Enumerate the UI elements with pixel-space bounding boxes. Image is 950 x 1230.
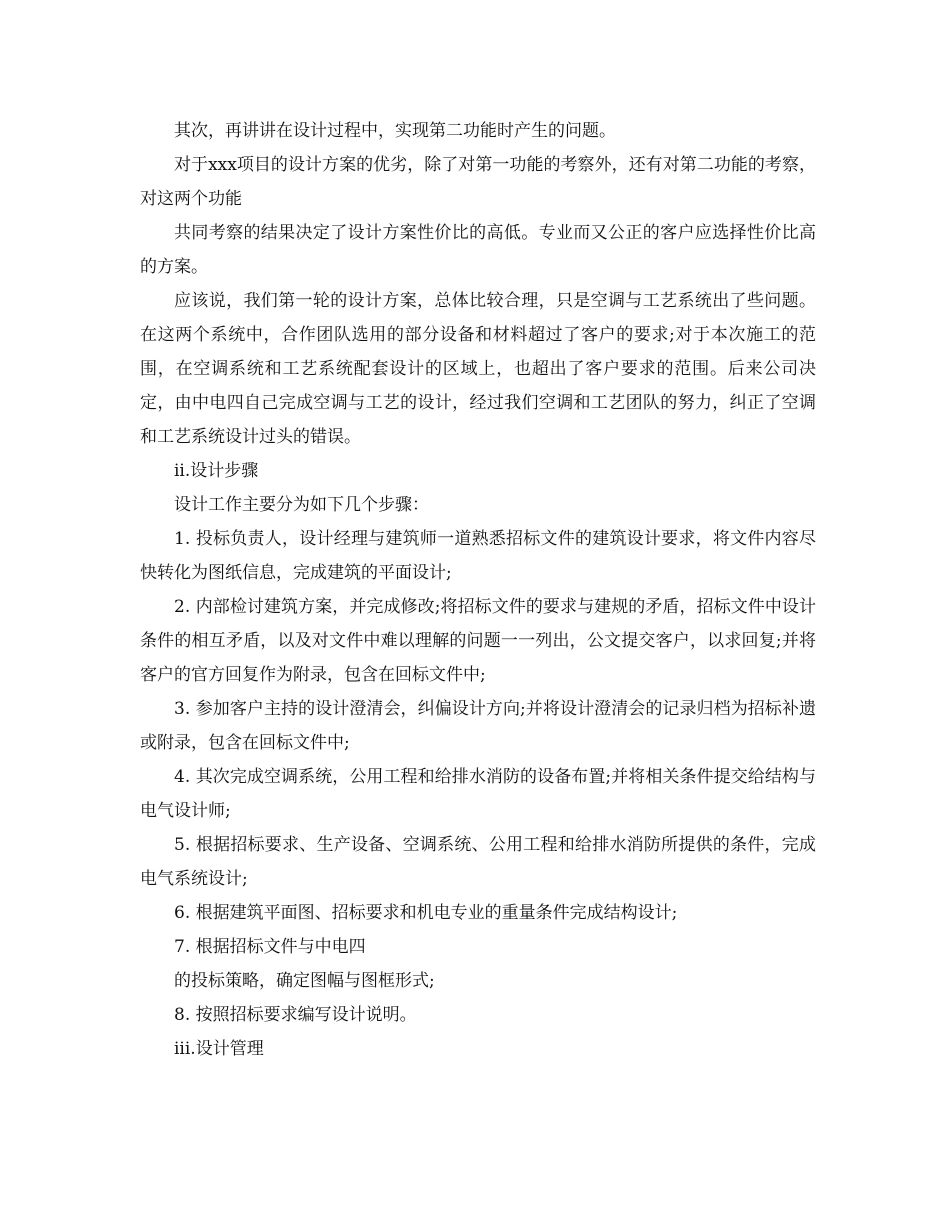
list-item: 3. 参加客户主持的设计澄清会，纠偏设计方向;并将设计澄清会的记录归档为招标补遗或附录，包含在回标文件中; — [140, 699, 816, 753]
list-item: 5. 根据招标要求、生产设备、空调系统、公用工程和给排水消防所提供的条件，完成电气系统设计; — [140, 835, 816, 889]
list-item: 8. 按照招标要求编写设计说明。 — [174, 1005, 417, 1025]
paragraph: 其次，再讲讲在设计过程中，实现第二功能时产生的问题。 — [174, 121, 616, 141]
list-item: 7. 根据招标文件与中电四 — [174, 937, 366, 957]
section-heading: iii.设计管理 — [174, 1039, 264, 1059]
paragraph: 应该说，我们第一轮的设计方案，总体比较合理，只是空调与工艺系统出了些问题。在这两个系统中，合作团队选用的部分设备和材料超过了客户的要求;对于本次施工的范围，在空调系统和工艺系统配套设计的区域上，也超出了客户要求的范围。后来公司决定，由中电四自己完成空调与工艺的设计，经过我们空调和工艺团队的努力，纠正了空调和工艺系统设计过头的错误。 — [140, 291, 816, 447]
list-item: 1. 投标负责人，设计经理与建筑师一道熟悉招标文件的建筑设计要求，将文件内容尽快转化为图纸信息，完成建筑的平面设计; — [140, 529, 816, 583]
list-item: 2. 内部检讨建筑方案，并完成修改;将招标文件的要求与建规的矛盾，招标文件中设计条件的相互矛盾，以及对文件中难以理解的问题一一列出，公文提交客户，以求回复;并将客户的官方回复作为附录，包含在回标文件中; — [140, 597, 816, 685]
list-item: 4. 其次完成空调系统，公用工程和给排水消防的设备布置;并将相关条件提交给结构与电气设计师; — [140, 767, 816, 821]
section-heading: ii.设计步骤 — [174, 461, 259, 481]
paragraph: 的投标策略，确定图幅与图框形式; — [174, 971, 435, 991]
document-body — [140, 114, 816, 1066]
paragraph: 对于xxx项目的设计方案的优劣，除了对第一功能的考察外，还有对第二功能的考察，对这两个功能 — [140, 155, 816, 209]
paragraph: 设计工作主要分为如下几个步骤： — [174, 495, 429, 515]
paragraph: 共同考察的结果决定了设计方案性价比的高低。专业而又公正的客户应选择性价比高的方案。 — [140, 223, 816, 277]
list-item: 6. 根据建筑平面图、招标要求和机电专业的重量条件完成结构设计; — [174, 903, 678, 923]
